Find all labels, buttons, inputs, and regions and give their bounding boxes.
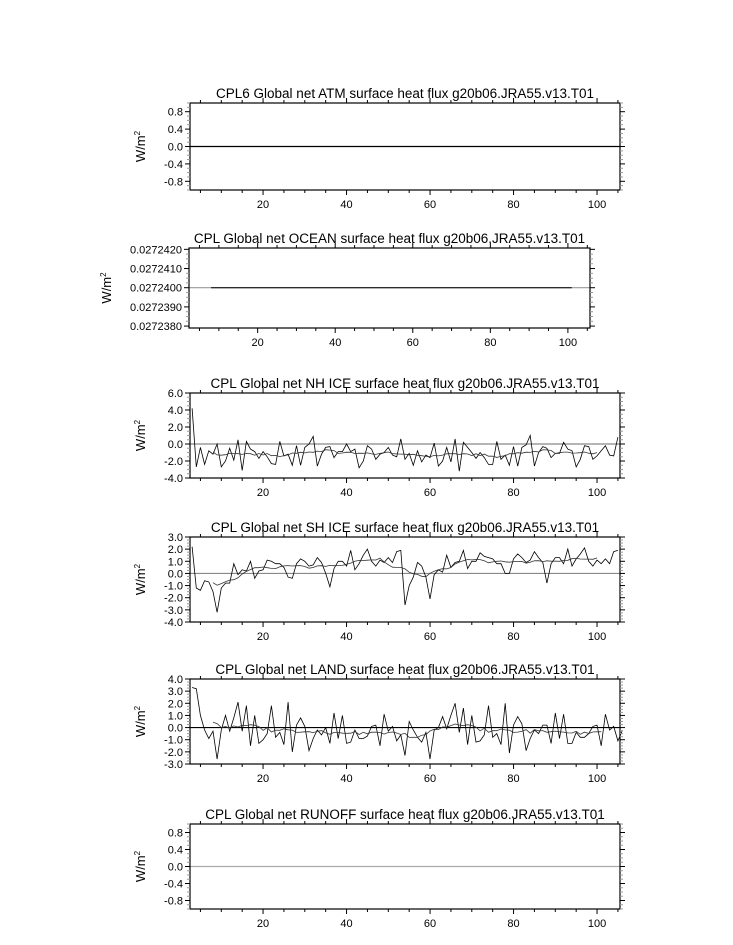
y-tick-label: 0.0 [167, 141, 183, 154]
x-tick-label: 40 [340, 918, 353, 930]
chart-panel-3 [133, 376, 625, 499]
series-line-annual [192, 547, 618, 613]
plot-frame [190, 537, 620, 622]
x-tick-label: 80 [507, 487, 520, 499]
x-tick-label: 20 [256, 487, 270, 499]
y-tick-label: -2.0 [164, 592, 183, 605]
x-tick-label: 100 [558, 337, 578, 349]
y-tick-label: 3.0 [167, 532, 183, 544]
x-tick-label: 20 [256, 631, 270, 643]
y-tick-label: -2.0 [164, 746, 183, 759]
y-tick-label: 4.0 [167, 674, 183, 686]
y-axis-label: $W/m^2$ [133, 563, 148, 596]
y-tick-label: -0.4 [164, 158, 183, 171]
x-tick-label: 100 [587, 631, 607, 643]
chart-title: CPL Global net OCEAN surface heat flux g20b06.JRA55.v13.T01 [193, 231, 586, 246]
y-tick-label: -4.0 [164, 473, 183, 485]
y-tick-label: 0.0272390 [130, 301, 182, 314]
x-tick-label: 20 [251, 337, 264, 349]
y-tick-label: -2.0 [164, 456, 183, 468]
x-tick-label: 60 [406, 337, 419, 349]
y-tick-label: -3.0 [164, 759, 183, 771]
x-tick-label: 100 [587, 487, 607, 499]
x-tick-label: 60 [423, 631, 437, 643]
y-tick-label: 0.0 [167, 439, 183, 451]
x-tick-label: 80 [507, 631, 520, 643]
y-tick-label: 2.0 [167, 698, 183, 711]
y-tick-label: -3.0 [164, 604, 183, 617]
y-tick-label: -0.8 [164, 176, 183, 189]
y-tick-label: 0.0 [167, 568, 183, 581]
series-line-running-mean [213, 722, 601, 737]
y-tick-label: 0.0 [167, 861, 183, 874]
chart-title: CPL Global net SH ICE surface heat flux g20b06.JRA55.v13.T01 [210, 520, 600, 535]
y-tick-label: 1.0 [167, 556, 183, 569]
chart-title: CPL Global net LAND surface heat flux g20b06.JRA55.v13.T01 [215, 662, 595, 677]
y-tick-label: 1.0 [167, 710, 183, 723]
chart-panel-1 [133, 86, 625, 211]
x-tick-label: 40 [340, 773, 353, 785]
x-tick-label: 60 [423, 918, 437, 930]
y-tick-label: 6.0 [167, 388, 183, 400]
x-tick-label: 100 [587, 199, 607, 211]
y-axis-label: $W/m^2$ [133, 705, 148, 738]
x-tick-label: 100 [587, 918, 607, 930]
plot-frame [190, 679, 620, 764]
x-tick-label: 80 [507, 199, 520, 211]
y-tick-label: 4.0 [167, 405, 183, 417]
series-line-running-mean [213, 558, 597, 585]
chart-panel-2 [99, 231, 595, 349]
y-tick-label: 0.8 [167, 827, 183, 840]
x-tick-label: 60 [423, 773, 437, 785]
chart-panel-6 [133, 807, 625, 930]
x-tick-label: 40 [340, 199, 353, 211]
y-tick-label: 0.0272400 [130, 282, 182, 295]
x-tick-label: 20 [256, 918, 270, 930]
chart-panel-4 [133, 520, 625, 643]
y-axis-label: $W/m^2$ [133, 130, 148, 163]
y-tick-label: -1.0 [164, 734, 183, 747]
x-tick-label: 80 [484, 337, 497, 349]
y-tick-label: -0.8 [164, 895, 183, 908]
x-tick-label: 80 [507, 773, 520, 785]
y-tick-label: 2.0 [167, 544, 183, 557]
chart-panel-5 [133, 662, 625, 785]
y-axis-label: $W/m^2$ [133, 850, 148, 883]
x-tick-label: 40 [340, 487, 353, 499]
chart-title: CPL6 Global net ATM surface heat flux g20b06.JRA55.v13.T01 [216, 86, 594, 101]
y-tick-label: -4.0 [164, 617, 183, 629]
x-tick-label: 20 [256, 773, 270, 785]
chart-title: CPL Global net RUNOFF surface heat flux g20b06.JRA55.v13.T01 [205, 807, 605, 822]
y-tick-label: 0.0272420 [130, 244, 182, 257]
x-tick-label: 40 [329, 337, 342, 349]
x-tick-label: 100 [587, 773, 607, 785]
y-tick-label: 3.0 [167, 686, 183, 699]
y-tick-label: -0.4 [164, 878, 183, 891]
y-tick-label: 0.0 [167, 722, 183, 735]
y-tick-label: 0.0272380 [130, 321, 182, 334]
y-axis-label: $W/m^2$ [133, 419, 148, 452]
x-tick-label: 60 [423, 199, 437, 211]
y-tick-label: 0.8 [167, 106, 183, 119]
series-line-annual [192, 688, 622, 760]
series-line-annual [192, 408, 618, 471]
y-tick-label: -1.0 [164, 580, 183, 593]
y-tick-label: 0.0272410 [130, 263, 182, 276]
plot-frame [190, 393, 620, 478]
y-tick-label: 2.0 [167, 422, 183, 434]
x-tick-label: 40 [340, 631, 353, 643]
x-tick-label: 20 [256, 199, 270, 211]
y-tick-label: 0.4 [167, 844, 183, 857]
y-tick-label: 0.4 [167, 124, 183, 137]
x-tick-label: 80 [507, 918, 520, 930]
x-tick-label: 60 [423, 487, 437, 499]
y-axis-label: $W/m^2$ [99, 272, 114, 304]
chart-title: CPL Global net NH ICE surface heat flux g20b06.JRA55.v13.T01 [210, 376, 600, 391]
